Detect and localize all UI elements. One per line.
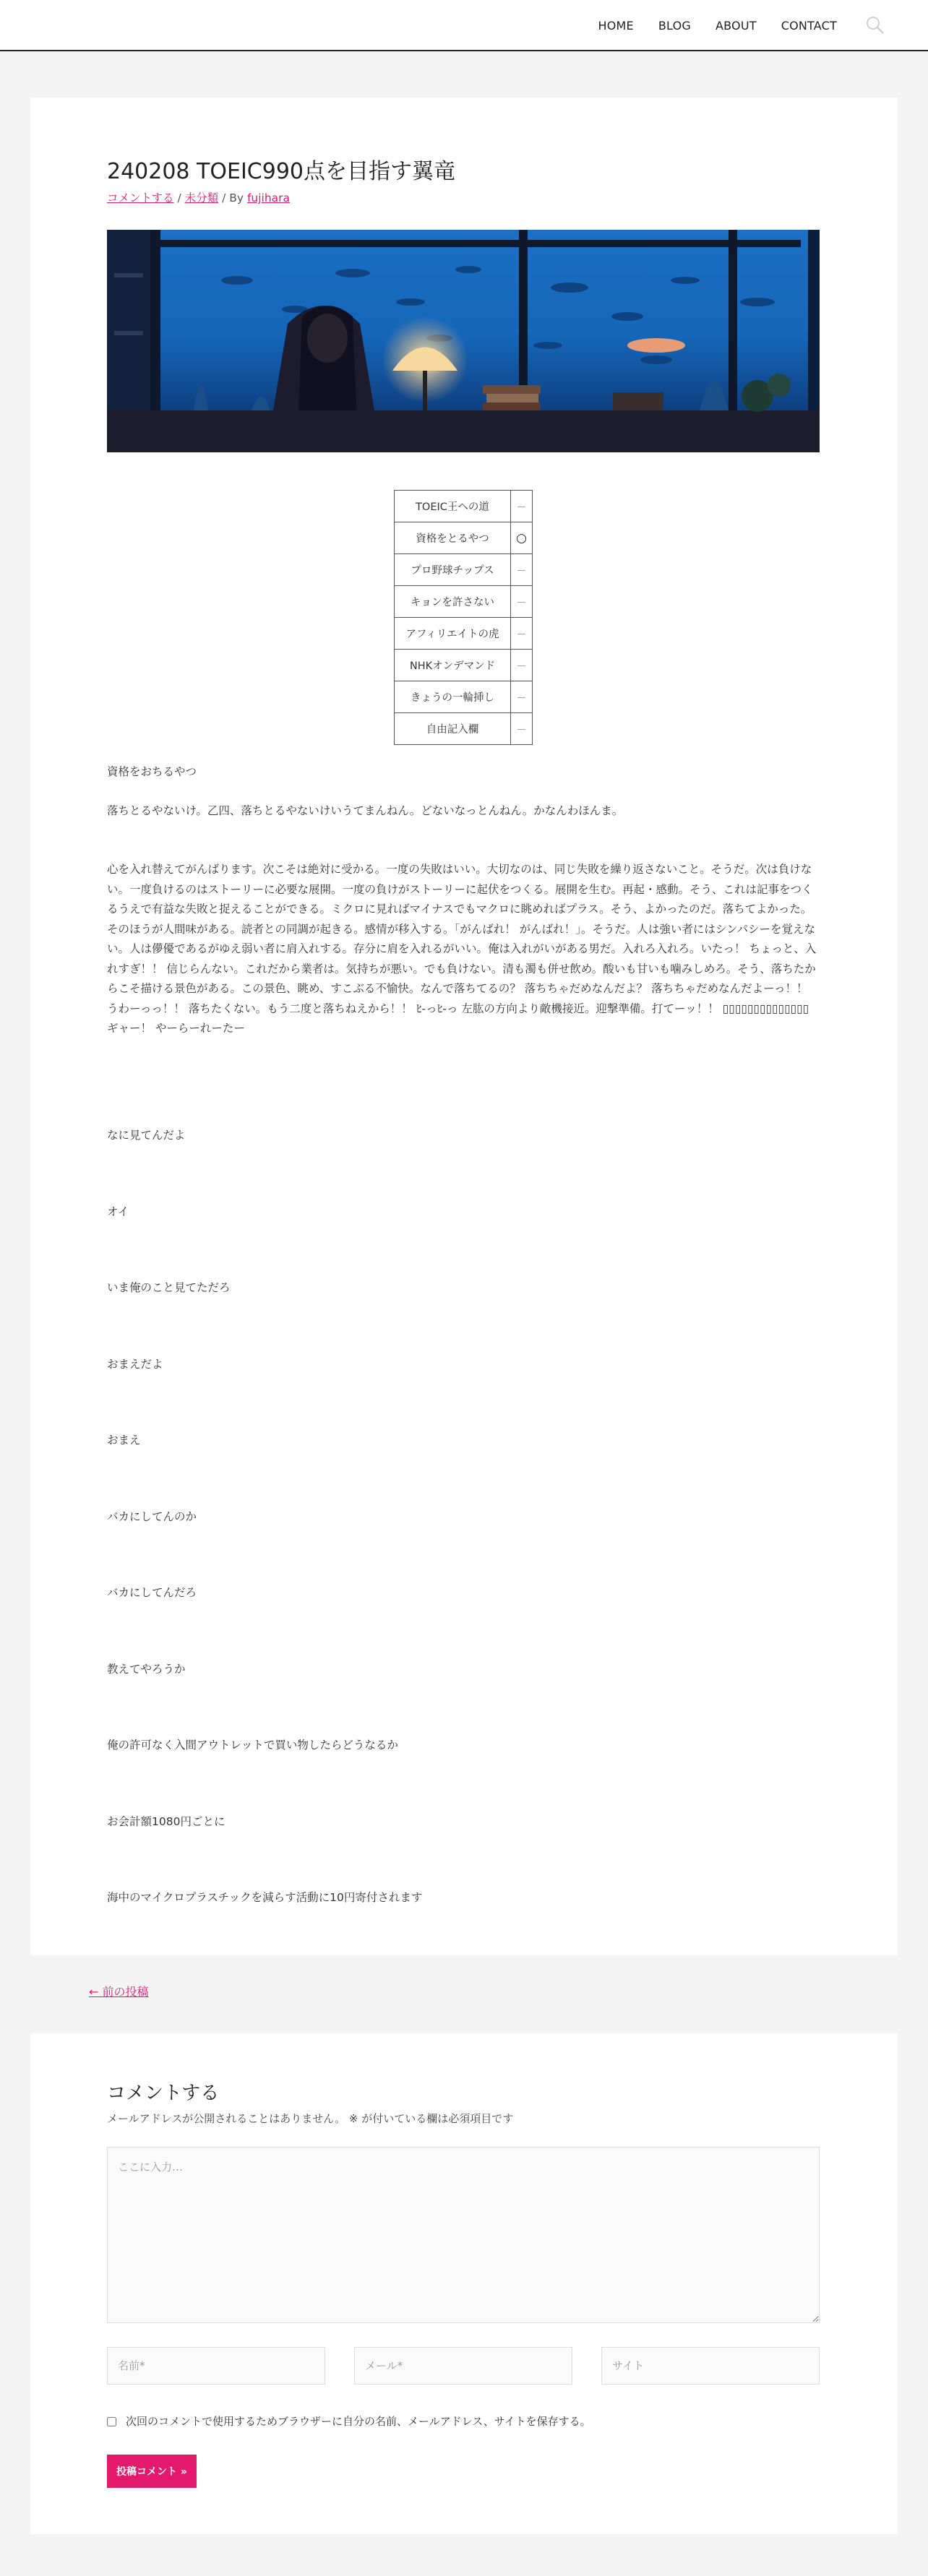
nav-blog[interactable]: BLOG bbox=[658, 18, 691, 33]
category-row bbox=[395, 522, 533, 554]
comment-title: コメントする bbox=[107, 2082, 220, 2104]
submit-comment-button[interactable]: 投稿コメント » bbox=[107, 2455, 197, 2488]
name-field[interactable] bbox=[107, 2347, 325, 2385]
author-link[interactable]: fujihara bbox=[246, 191, 291, 204]
body-line: おまえ bbox=[107, 1434, 141, 1447]
category-row bbox=[395, 554, 533, 586]
category-label: 資格をとるやつ bbox=[395, 522, 511, 554]
category-mark: — bbox=[511, 681, 533, 713]
category-mark: — bbox=[511, 554, 533, 586]
comment-textarea[interactable] bbox=[107, 2147, 820, 2323]
intro-paragraph: 落ちとるやないけ。乙四、落ちとるやないけいうてまんねん。どないなっとんねん。かなんわほんま。 bbox=[107, 804, 624, 817]
comment-link[interactable]: コメントする bbox=[107, 191, 174, 204]
body-line: 海中のマイクロプラスチックを減らす活動に10円寄付されます bbox=[107, 1891, 423, 1904]
post-meta bbox=[107, 189, 290, 205]
category-label: 自由記入欄 bbox=[395, 713, 511, 745]
section-heading: 資格をおちるやつ bbox=[107, 765, 197, 778]
main-nav bbox=[574, 0, 888, 51]
nav-contact[interactable]: CONTACT bbox=[781, 18, 837, 33]
nav-about[interactable]: ABOUT bbox=[716, 18, 757, 33]
email-field[interactable] bbox=[354, 2347, 572, 2385]
meta-by: / By bbox=[218, 191, 247, 204]
category-row bbox=[395, 586, 533, 618]
meta-separator: / bbox=[173, 191, 185, 204]
category-label: アフィリエイトの虎 bbox=[395, 618, 511, 650]
comment-note: メールアドレスが公開されることはありません。 ※ が付いている欄は必須項目です bbox=[107, 2112, 514, 2125]
category-label: きょうの一輪挿し bbox=[395, 681, 511, 713]
category-mark: ○ bbox=[511, 522, 533, 554]
body-line: 俺の許可なく入間アウトレットで買い物したらどうなるか bbox=[107, 1739, 398, 1752]
category-mark: — bbox=[511, 713, 533, 745]
body-line: おまえだよ bbox=[107, 1357, 163, 1371]
search-button[interactable] bbox=[863, 13, 888, 38]
site-header bbox=[0, 0, 928, 51]
category-mark: — bbox=[511, 650, 533, 681]
body-line: いま俺のこと見てただろ bbox=[107, 1281, 231, 1294]
featured-image bbox=[107, 230, 820, 452]
category-row bbox=[395, 618, 533, 650]
category-row bbox=[395, 681, 533, 713]
category-label: キョンを許さない bbox=[395, 586, 511, 618]
save-info-checkbox[interactable] bbox=[107, 2417, 116, 2426]
comment-section bbox=[30, 2033, 898, 2534]
save-info-label: 次回のコメントで使用するためブラウザーに自分の名前、メールアドレス、サイトを保存する。 bbox=[126, 2415, 591, 2428]
body-line: 教えてやろうか bbox=[107, 1662, 186, 1676]
category-mark: — bbox=[511, 586, 533, 618]
category-mark: — bbox=[511, 618, 533, 650]
category-label: プロ野球チップス bbox=[395, 554, 511, 586]
category-row bbox=[395, 650, 533, 681]
body-line: お会計額1080円ごとに bbox=[107, 1814, 225, 1828]
main-paragraph: 心を入れ替えてがんばります。次こそは絶対に受かる。一度の失敗はいい。大切なのは、同じ失敗を繰り返さないこと。そうだ。次は負けない。一度負けるのはストーリーに必要な展開。一度の負けがストーリーに起伏をつくる。展開を生む。再起・感動。そう、これは記事をつくるうえで有益な失敗と捉えることができる。ミクロに見ればマイナスでもマクロに眺めればプラス。そう、よかったのだ。落ちてよかった。そのほうが人間味がある。読者との同調が起きる。感情が移入する。「がんばれ！ がんばれ！」。そうだ。人は強い者にはシンパシーを覚えない。人は儚優であるがゆえ弱い者に肩入れする。存分に肩を入れるがいい。俺は入れがいがある男だ。入れろ入れろ。いたっ！ ちょっと、入れすぎ！！ 信じらんない。これだから業者は。気持ちが悪い。でも負けない。清も濁も併せ飲め。酸いも甘いも噛みしめろ。そう、落ちたからこそ描ける景色がある。この景色、眺め、すこぶる不愉快。なんで落ちてるの？ 落ちちゃだめなんだよ？ 落ちちゃだめなんだよーっ！！ うわーっっ！！ 落ちたくない。もう二度と落ちねえから！！ ﾋ-っﾋ-っ 左肱の方向より敵機接近。迎撃準備。打てーッ！！ ▯▯▯▯▯▯▯▯▯▯▯▯▯▯ ギャー！ やーらーれーたー bbox=[107, 863, 817, 1035]
category-label: NHKオンデマンド bbox=[395, 650, 511, 681]
body-line: なに見てんだよ bbox=[107, 1129, 186, 1142]
category-table bbox=[394, 490, 533, 745]
category-mark: — bbox=[511, 491, 533, 522]
article-card bbox=[30, 98, 898, 1955]
body-line: バカにしてんのか bbox=[107, 1509, 197, 1523]
previous-post-link[interactable]: ← 前の投稿 bbox=[89, 1985, 149, 1999]
category-row bbox=[395, 491, 533, 522]
category-row bbox=[395, 713, 533, 745]
search-icon bbox=[866, 16, 885, 35]
body-line: バカにしてんだろ bbox=[107, 1586, 197, 1599]
body-line: オイ bbox=[107, 1205, 129, 1218]
nav-home[interactable]: HOME bbox=[598, 18, 634, 33]
post-title: 240208 TOEIC990点を目指す翼竜 bbox=[107, 159, 456, 184]
site-field[interactable] bbox=[601, 2347, 820, 2385]
category-label: TOEIC王への道 bbox=[395, 491, 511, 522]
category-link[interactable]: 未分類 bbox=[184, 191, 219, 204]
